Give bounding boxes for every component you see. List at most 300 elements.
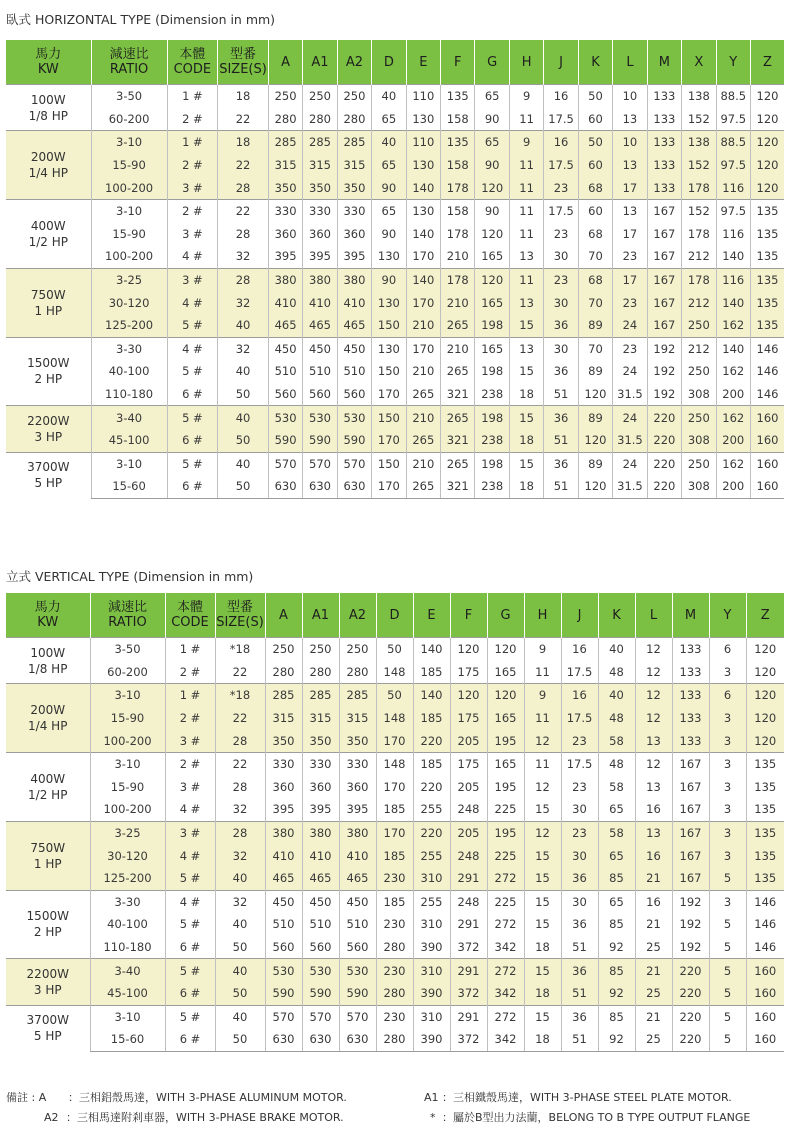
dimension-cell: 630: [303, 475, 337, 498]
code-cell: 6 #: [165, 936, 215, 959]
ratio-cell: 100-200: [91, 176, 167, 199]
column-header-e: E: [413, 593, 450, 638]
dimension-cell: 135: [746, 798, 784, 821]
dimension-cell: 10: [613, 131, 647, 154]
dimension-cell: 23: [613, 291, 647, 314]
dimension-cell: 220: [647, 429, 681, 452]
dimension-cell: 11: [509, 268, 543, 291]
dimension-cell: 68: [578, 176, 612, 199]
column-header-g: G: [487, 593, 524, 638]
column-header-code: 本體 CODE: [165, 593, 215, 638]
dimension-cell: 135: [750, 223, 784, 246]
dimension-cell: 110: [406, 131, 440, 154]
dimension-cell: 31.5: [613, 475, 647, 498]
code-cell: 2 #: [165, 707, 215, 730]
dimension-cell: 395: [339, 798, 376, 821]
column-header-e: E: [406, 40, 440, 85]
ratio-cell: 45-100: [90, 982, 165, 1005]
dimension-cell: 530: [302, 959, 339, 982]
power-cell: 2200W 3 HP: [6, 959, 90, 1005]
dimension-cell: 51: [561, 936, 598, 959]
dimension-cell: 160: [750, 406, 784, 429]
dimension-cell: 135: [441, 131, 475, 154]
table-row: [6, 108, 784, 131]
dimension-cell: 90: [372, 268, 406, 291]
dimension-cell: 36: [561, 1005, 598, 1028]
column-header-z: Z: [750, 40, 784, 85]
note-a1-text: ：三相鐵殼馬達，WITH 3-PHASE STEEL PLATE MOTOR.: [442, 1091, 732, 1104]
dimension-cell: 380: [302, 821, 339, 844]
dimension-cell: 85: [598, 913, 635, 936]
dimension-cell: 192: [647, 360, 681, 383]
dimension-cell: 165: [475, 245, 509, 268]
dimension-cell: 160: [750, 452, 784, 475]
size-cell: 22: [215, 707, 265, 730]
table-row: [6, 661, 784, 684]
dimension-cell: 15: [524, 798, 561, 821]
note-a-label: 備註 : A: [6, 1091, 47, 1104]
dimension-cell: 130: [372, 337, 406, 360]
column-header-d: D: [376, 593, 413, 638]
ratio-cell: 15-90: [90, 707, 165, 730]
dimension-cell: 65: [475, 131, 509, 154]
dimension-cell: 170: [376, 729, 413, 752]
dimension-cell: 146: [750, 337, 784, 360]
code-cell: 3 #: [165, 729, 215, 752]
code-cell: 5 #: [167, 314, 218, 337]
dimension-cell: 280: [376, 982, 413, 1005]
code-cell: 4 #: [167, 245, 218, 268]
dimension-cell: 530: [303, 406, 337, 429]
dimension-cell: 395: [337, 245, 371, 268]
dimension-cell: 31.5: [613, 383, 647, 406]
ratio-cell: 40-100: [90, 913, 165, 936]
size-cell: 40: [218, 406, 269, 429]
code-cell: 4 #: [165, 844, 215, 867]
dimension-cell: 133: [672, 684, 709, 707]
dimension-cell: 135: [746, 867, 784, 890]
dimension-cell: 3: [709, 752, 746, 775]
dimension-cell: 395: [303, 245, 337, 268]
dimension-cell: 30: [544, 291, 578, 314]
dimension-cell: 12: [635, 661, 672, 684]
code-cell: 3 #: [167, 223, 218, 246]
dimension-cell: 70: [578, 337, 612, 360]
size-cell: 50: [218, 383, 269, 406]
dimension-cell: 13: [509, 245, 543, 268]
dimension-cell: 12: [635, 638, 672, 661]
dimension-cell: 395: [268, 245, 302, 268]
dimension-cell: 9: [524, 684, 561, 707]
dimension-cell: 135: [746, 776, 784, 799]
dimension-cell: 250: [268, 85, 302, 108]
dimension-cell: 315: [303, 154, 337, 177]
dimension-cell: 11: [509, 154, 543, 177]
dimension-cell: 60: [578, 108, 612, 131]
dimension-cell: 167: [672, 798, 709, 821]
dimension-cell: 133: [647, 131, 681, 154]
dimension-cell: 30: [561, 890, 598, 913]
dimension-cell: 120: [475, 176, 509, 199]
ratio-cell: 3-50: [91, 85, 167, 108]
note-a2-text: ：三相馬達附剎車器，WITH 3-PHASE BRAKE MOTOR.: [66, 1111, 344, 1124]
dimension-cell: 198: [475, 452, 509, 475]
dimension-cell: 18: [524, 1028, 561, 1051]
code-cell: 3 #: [165, 821, 215, 844]
dimension-cell: 198: [475, 314, 509, 337]
code-cell: 1 #: [165, 638, 215, 661]
size-cell: 28: [218, 176, 269, 199]
dimension-cell: 590: [303, 429, 337, 452]
dimension-cell: 230: [376, 913, 413, 936]
dimension-cell: 18: [524, 982, 561, 1005]
dimension-cell: 238: [475, 475, 509, 498]
dimension-cell: 230: [376, 867, 413, 890]
code-cell: 3 #: [167, 268, 218, 291]
ratio-cell: 3-10: [90, 684, 165, 707]
dimension-cell: 120: [750, 176, 784, 199]
dimension-cell: 200: [716, 383, 750, 406]
dimension-cell: 570: [303, 452, 337, 475]
dimension-cell: 465: [265, 867, 302, 890]
dimension-cell: 158: [441, 108, 475, 131]
column-header-a2: A2: [337, 40, 371, 85]
dimension-cell: 590: [339, 982, 376, 1005]
dimension-cell: 250: [682, 360, 716, 383]
ratio-cell: 15-90: [91, 154, 167, 177]
dimension-cell: 160: [746, 1005, 784, 1028]
dimension-cell: 15: [524, 1005, 561, 1028]
ratio-cell: 3-25: [91, 268, 167, 291]
dimension-cell: 192: [672, 936, 709, 959]
dimension-cell: 51: [544, 475, 578, 498]
dimension-cell: 148: [376, 752, 413, 775]
dimension-cell: 158: [441, 154, 475, 177]
dimension-cell: 321: [441, 475, 475, 498]
dimension-cell: 3: [709, 844, 746, 867]
dimension-cell: 120: [750, 131, 784, 154]
dimension-cell: 395: [265, 798, 302, 821]
dimension-cell: 280: [376, 936, 413, 959]
dimension-cell: 285: [303, 131, 337, 154]
column-header-size-s-: 型番 SIZE(S): [218, 40, 269, 85]
size-cell: 40: [218, 452, 269, 475]
dimension-cell: 18: [509, 383, 543, 406]
column-header-a: A: [268, 40, 302, 85]
dimension-cell: 116: [716, 223, 750, 246]
dimension-cell: 210: [406, 360, 440, 383]
dimension-cell: 36: [561, 867, 598, 890]
dimension-cell: 198: [475, 406, 509, 429]
dimension-cell: 160: [746, 1028, 784, 1051]
dimension-cell: 165: [475, 291, 509, 314]
dimension-cell: 36: [544, 406, 578, 429]
dimension-cell: 90: [475, 108, 509, 131]
dimension-cell: 178: [682, 268, 716, 291]
dimension-cell: 140: [716, 245, 750, 268]
ratio-cell: 100-200: [90, 798, 165, 821]
dimension-cell: 410: [337, 291, 371, 314]
size-cell: 40: [215, 1005, 265, 1028]
dimension-cell: 250: [682, 314, 716, 337]
dimension-cell: 250: [337, 85, 371, 108]
table-row: [6, 429, 784, 452]
dimension-cell: 16: [635, 890, 672, 913]
power-cell: 200W 1/4 HP: [6, 131, 91, 200]
dimension-cell: 167: [672, 752, 709, 775]
power-cell: 3700W 5 HP: [6, 1005, 90, 1051]
table-row: [6, 1005, 784, 1028]
dimension-cell: 23: [561, 776, 598, 799]
dimension-cell: 630: [337, 475, 371, 498]
dimension-cell: 30: [544, 245, 578, 268]
dimension-cell: 24: [613, 314, 647, 337]
power-cell: 3700W 5 HP: [6, 452, 91, 498]
dimension-cell: 9: [509, 131, 543, 154]
dimension-cell: 23: [561, 821, 598, 844]
ratio-cell: 110-180: [91, 383, 167, 406]
dimension-cell: 140: [406, 176, 440, 199]
dimension-cell: 570: [339, 1005, 376, 1028]
dimension-cell: 5: [709, 936, 746, 959]
note-star-text: ：屬於B型出力法蘭，BELONG TO B TYPE OUTPUT FLANGE: [442, 1111, 751, 1124]
dimension-cell: 167: [647, 245, 681, 268]
dimension-cell: 140: [716, 337, 750, 360]
dimension-cell: 50: [376, 638, 413, 661]
dimension-cell: 18: [524, 936, 561, 959]
dimension-cell: 68: [578, 268, 612, 291]
ratio-cell: 45-100: [91, 429, 167, 452]
vertical-section-title: 立式 VERTICAL TYPE (Dimension in mm): [6, 569, 254, 584]
dimension-cell: 265: [406, 383, 440, 406]
dimension-cell: 65: [598, 798, 635, 821]
dimension-cell: 250: [682, 406, 716, 429]
size-cell: 32: [215, 890, 265, 913]
dimension-cell: 15: [524, 867, 561, 890]
dimension-cell: 185: [376, 798, 413, 821]
dimension-cell: 120: [578, 475, 612, 498]
dimension-cell: 220: [672, 1005, 709, 1028]
ratio-cell: 60-200: [90, 661, 165, 684]
dimension-cell: 350: [265, 729, 302, 752]
dimension-cell: 315: [339, 707, 376, 730]
size-cell: 40: [218, 314, 269, 337]
dimension-cell: 48: [598, 661, 635, 684]
size-cell: 50: [215, 982, 265, 1005]
dimension-cell: 185: [376, 844, 413, 867]
ratio-cell: 3-50: [90, 638, 165, 661]
dimension-cell: 13: [613, 108, 647, 131]
dimension-cell: 225: [487, 798, 524, 821]
dimension-cell: 255: [413, 890, 450, 913]
table-row: [6, 1028, 784, 1051]
dimension-cell: 560: [339, 936, 376, 959]
dimension-cell: 185: [413, 707, 450, 730]
dimension-cell: 395: [302, 798, 339, 821]
dimension-cell: 560: [265, 936, 302, 959]
dimension-cell: 570: [265, 1005, 302, 1028]
dimension-cell: 120: [450, 638, 487, 661]
dimension-cell: 3: [709, 729, 746, 752]
size-cell: 40: [215, 867, 265, 890]
dimension-cell: 285: [337, 131, 371, 154]
dimension-cell: 280: [337, 108, 371, 131]
dimension-cell: 17.5: [544, 199, 578, 222]
size-cell: 22: [215, 752, 265, 775]
dimension-cell: 510: [265, 913, 302, 936]
size-cell: 50: [218, 475, 269, 498]
dimension-cell: 65: [372, 108, 406, 131]
dimension-cell: 360: [265, 776, 302, 799]
dimension-cell: 120: [750, 108, 784, 131]
size-cell: 32: [218, 245, 269, 268]
column-header-a: A: [265, 593, 302, 638]
dimension-cell: 133: [647, 108, 681, 131]
dimension-cell: 390: [413, 936, 450, 959]
dimension-cell: 178: [441, 176, 475, 199]
dimension-cell: 185: [376, 890, 413, 913]
power-cell: 200W 1/4 HP: [6, 684, 90, 753]
dimension-cell: 9: [509, 85, 543, 108]
dimension-cell: 3: [709, 707, 746, 730]
dimension-cell: 23: [544, 223, 578, 246]
dimension-cell: 410: [303, 291, 337, 314]
column-header-a1: A1: [303, 40, 337, 85]
dimension-cell: 16: [635, 844, 672, 867]
dimension-cell: 152: [682, 154, 716, 177]
column-header-code: 本體 CODE: [167, 40, 218, 85]
dimension-cell: 15: [509, 452, 543, 475]
dimension-cell: 195: [487, 776, 524, 799]
column-header-f: F: [450, 593, 487, 638]
dimension-cell: 130: [406, 154, 440, 177]
dimension-cell: 167: [647, 314, 681, 337]
dimension-cell: 590: [302, 982, 339, 1005]
ratio-cell: 15-90: [91, 223, 167, 246]
code-cell: 4 #: [167, 337, 218, 360]
dimension-cell: 160: [746, 959, 784, 982]
dimension-cell: 65: [475, 85, 509, 108]
dimension-cell: 135: [746, 844, 784, 867]
size-cell: 50: [218, 429, 269, 452]
dimension-cell: 178: [441, 223, 475, 246]
dimension-cell: 205: [450, 776, 487, 799]
dimension-cell: 58: [598, 729, 635, 752]
dimension-cell: 10: [613, 85, 647, 108]
code-cell: 4 #: [167, 291, 218, 314]
dimension-cell: 90: [475, 154, 509, 177]
dimension-cell: 17.5: [561, 707, 598, 730]
dimension-cell: 330: [265, 752, 302, 775]
dimension-cell: 170: [406, 291, 440, 314]
dimension-cell: 146: [750, 383, 784, 406]
dimension-cell: 160: [746, 982, 784, 1005]
dimension-cell: 291: [450, 867, 487, 890]
dimension-cell: 560: [303, 383, 337, 406]
dimension-cell: 342: [487, 936, 524, 959]
dimension-cell: 110: [406, 85, 440, 108]
dimension-cell: 285: [265, 684, 302, 707]
table-row: [6, 85, 784, 108]
dimension-cell: 450: [302, 890, 339, 913]
code-cell: 5 #: [167, 360, 218, 383]
dimension-cell: 48: [598, 752, 635, 775]
dimension-cell: 200: [716, 475, 750, 498]
column-header-l: L: [613, 40, 647, 85]
dimension-cell: 162: [716, 406, 750, 429]
dimension-cell: 146: [750, 360, 784, 383]
dimension-cell: 60: [578, 199, 612, 222]
dimension-cell: 135: [750, 291, 784, 314]
ratio-cell: 30-120: [90, 844, 165, 867]
table-row: [6, 291, 784, 314]
dimension-cell: 25: [635, 982, 672, 1005]
dimension-cell: 16: [544, 85, 578, 108]
dimension-cell: 85: [598, 1005, 635, 1028]
code-cell: 2 #: [165, 752, 215, 775]
dimension-cell: 560: [268, 383, 302, 406]
code-cell: 5 #: [167, 452, 218, 475]
dimension-cell: 280: [376, 1028, 413, 1051]
dimension-cell: 560: [302, 936, 339, 959]
column-header-y: Y: [716, 40, 750, 85]
dimension-cell: 238: [475, 383, 509, 406]
dimension-cell: 12: [524, 821, 561, 844]
dimension-cell: 280: [265, 661, 302, 684]
code-cell: 2 #: [167, 154, 218, 177]
dimension-cell: 192: [672, 913, 709, 936]
dimension-cell: 130: [406, 108, 440, 131]
dimension-cell: 70: [578, 291, 612, 314]
dimension-cell: 310: [413, 867, 450, 890]
dimension-cell: 51: [561, 1028, 598, 1051]
table-row: [6, 776, 784, 799]
dimension-cell: 198: [475, 360, 509, 383]
dimension-cell: 167: [647, 291, 681, 314]
dimension-cell: 165: [487, 661, 524, 684]
dimension-cell: 590: [337, 429, 371, 452]
dimension-cell: 120: [746, 638, 784, 661]
dimension-cell: 380: [303, 268, 337, 291]
dimension-cell: 450: [265, 890, 302, 913]
dimension-cell: 380: [265, 821, 302, 844]
table-row: [6, 245, 784, 268]
code-cell: 1 #: [167, 131, 218, 154]
power-cell: 100W 1/8 HP: [6, 85, 91, 131]
dimension-cell: 390: [413, 1028, 450, 1051]
dimension-cell: 133: [672, 661, 709, 684]
dimension-cell: 380: [337, 268, 371, 291]
size-cell: 28: [215, 776, 265, 799]
ratio-cell: 3-10: [90, 752, 165, 775]
dimension-cell: 210: [441, 245, 475, 268]
column-header-g: G: [475, 40, 509, 85]
column-header-a2: A2: [339, 593, 376, 638]
dimension-cell: 220: [413, 821, 450, 844]
size-cell: 18: [218, 131, 269, 154]
dimension-cell: 15: [509, 406, 543, 429]
dimension-cell: 116: [716, 268, 750, 291]
dimension-cell: 210: [441, 291, 475, 314]
dimension-cell: 85: [598, 867, 635, 890]
dimension-cell: 178: [682, 176, 716, 199]
note-a-text: ：三相鋁殼馬達，WITH 3-PHASE ALUMINUM MOTOR.: [68, 1091, 347, 1104]
dimension-cell: 570: [268, 452, 302, 475]
dimension-cell: 13: [635, 776, 672, 799]
code-cell: 5 #: [165, 959, 215, 982]
dimension-cell: 89: [578, 406, 612, 429]
dimension-cell: 255: [413, 844, 450, 867]
